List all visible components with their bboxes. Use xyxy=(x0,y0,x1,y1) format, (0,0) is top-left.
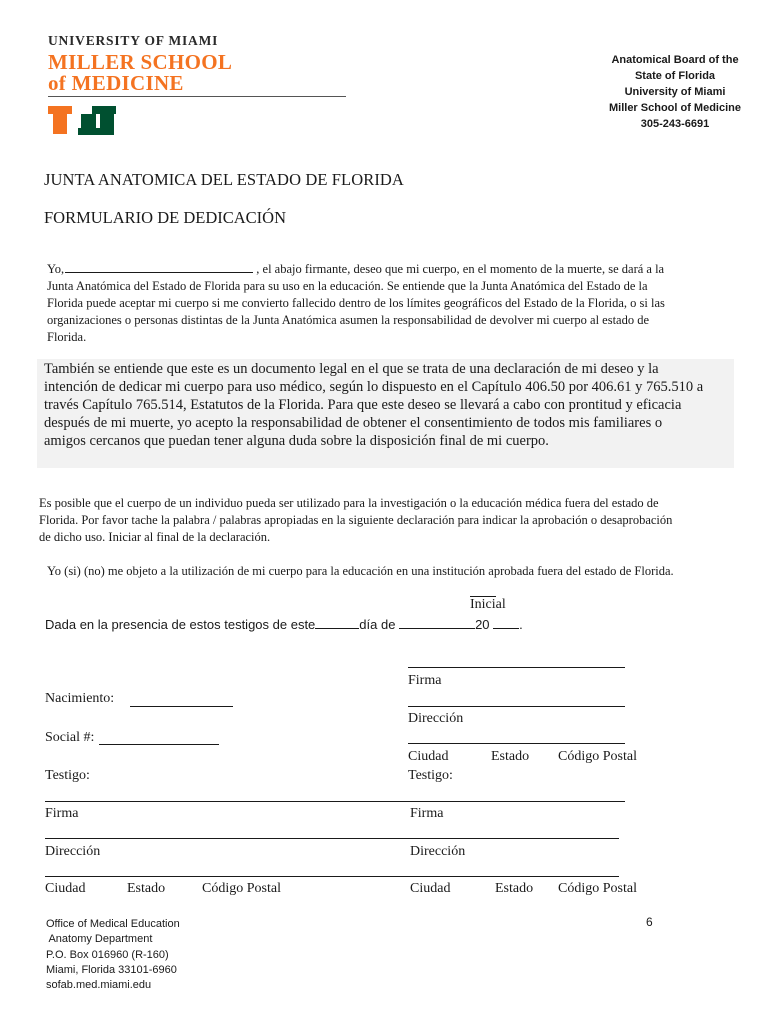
page-number: 6 xyxy=(646,915,653,929)
document-title: JUNTA ANATOMICA DEL ESTADO DE FLORIDA xyxy=(44,170,404,189)
month-blank[interactable] xyxy=(399,618,475,629)
board-phone: 305-243-6691 xyxy=(640,118,710,130)
footer-website: sofab.med.miami.edu xyxy=(46,979,152,992)
witness1-address-label: Dirección xyxy=(45,844,101,859)
donor-state-label: Estado xyxy=(491,749,530,764)
date-text-4: . xyxy=(519,617,523,632)
footer-line: Miami, Florida 33101-6960 xyxy=(46,963,177,976)
witness1-state-label: Estado xyxy=(127,881,166,896)
school-name-line2: of MEDICINE xyxy=(48,71,184,95)
social-blank[interactable] xyxy=(99,744,219,745)
yo-label: Yo, xyxy=(47,262,65,276)
university-name: UNIVERSITY OF MIAMI xyxy=(48,33,219,48)
witness1-city-label: Ciudad xyxy=(45,881,86,896)
witness-address-line[interactable] xyxy=(45,838,619,839)
witness2-zip-label: Código Postal xyxy=(558,881,637,896)
date-text-1: Dada en la presencia de estos testigos de este xyxy=(45,617,316,632)
year-blank[interactable] xyxy=(493,618,519,629)
initial-label: Inicial xyxy=(470,597,506,612)
witness1-label: Testigo: xyxy=(45,768,90,783)
footer-line: Office of Medical Education xyxy=(46,918,180,930)
objection-statement: Yo (si) (no) me objeto a la utilización de mi cuerpo para la educación en una institución aprobada fuera del estado de Florida. xyxy=(47,564,674,578)
birth-blank[interactable] xyxy=(130,706,233,707)
university-u-logo xyxy=(48,106,116,136)
witness-date-line xyxy=(45,617,523,632)
footer-line: Anatomy Department xyxy=(46,933,153,946)
birth-label: Nacimiento: xyxy=(45,691,115,706)
anatomical-board-address xyxy=(590,52,760,132)
donor-city-line[interactable] xyxy=(408,743,625,744)
legal-paragraph: También se entiende que este es un documento legal en el que se trata de una declaración de mi deseo y la intención de dedicar mi cuerpo para uso médico, según lo dispuesto en el Capítulo 406.50 por 406.61 y 765.510 a través Capítulo 765.514, Estatutos de la Florida. Para que este deseo se llevará a cabo con prontitud y eficacia después de mi muerte, yo acepto la responsabilidad de obtener el consentimiento de todos mis familiares o amigos cercanos que puedan tener alguna duda sobre la disposición final de mi cuerpo. xyxy=(44,361,704,449)
donor-zip-label: Código Postal xyxy=(558,749,637,764)
name-blank[interactable] xyxy=(65,261,253,273)
footer-line: P.O. Box 016960 (R-160) xyxy=(46,948,169,961)
date-text-3: 20 xyxy=(475,617,494,632)
dedication-text: , el abajo firmante, deseo que mi cuerpo, en el momento de la muerte, se dará a la Junta Anatómica del Estado de Florida para su uso en la educación. Se entiende que la Junta Anatómica del Estado de la Florida puede aceptar mi cuerpo si me convierto fallecido dentro de los límites geográficos del Estado de la Florida, o si las organizaciones o personas distintas de la Junta Anatómica asumen la responsabilidad de devolver mi cuerpo al estado de Florida. xyxy=(47,262,665,344)
witness1-zip-label: Código Postal xyxy=(202,881,281,896)
out-of-state-paragraph: Es posible que el cuerpo de un individuo pueda ser utilizado para la investigación o la educación médica fuera del estado de Florida. Por favor tache la palabra / palabras apropiadas en la siguiente declaración para indicar la aprobación o desaprobación de dicho uso. Iniciar al final de la declaración. xyxy=(39,496,673,544)
school-name xyxy=(48,52,232,94)
board-line: State of Florida xyxy=(634,70,716,82)
document-subtitle: FORMULARIO DE DEDICACIÓN xyxy=(44,208,286,227)
board-line: University of Miami xyxy=(624,86,726,98)
board-line: Anatomical Board of the xyxy=(611,54,739,66)
board-line: Miller School of Medicine xyxy=(608,102,742,114)
date-text-2: día de xyxy=(359,617,400,632)
school-name-line1: MILLER SCHOOL xyxy=(48,50,233,74)
dedication-paragraph xyxy=(47,261,667,346)
donor-signature-line[interactable] xyxy=(408,667,625,668)
donor-address-line[interactable] xyxy=(408,706,625,707)
witness2-state-label: Estado xyxy=(495,881,534,896)
witness2-city-label: Ciudad xyxy=(410,881,451,896)
social-label: Social #: xyxy=(45,730,95,745)
witness2-address-label: Dirección xyxy=(410,844,466,859)
witness1-signature-label: Firma xyxy=(45,806,79,821)
witness2-label: Testigo: xyxy=(408,768,453,783)
header-rule xyxy=(48,96,346,97)
donor-city-label: Ciudad xyxy=(408,749,449,764)
donor-signature-label: Firma xyxy=(408,673,442,688)
witness2-signature-label: Firma xyxy=(410,806,444,821)
office-address xyxy=(46,917,180,993)
witness-city-line[interactable] xyxy=(45,876,619,877)
donor-address-label: Dirección xyxy=(408,711,464,726)
day-blank[interactable] xyxy=(315,618,359,629)
witness-signature-line[interactable] xyxy=(45,801,625,802)
